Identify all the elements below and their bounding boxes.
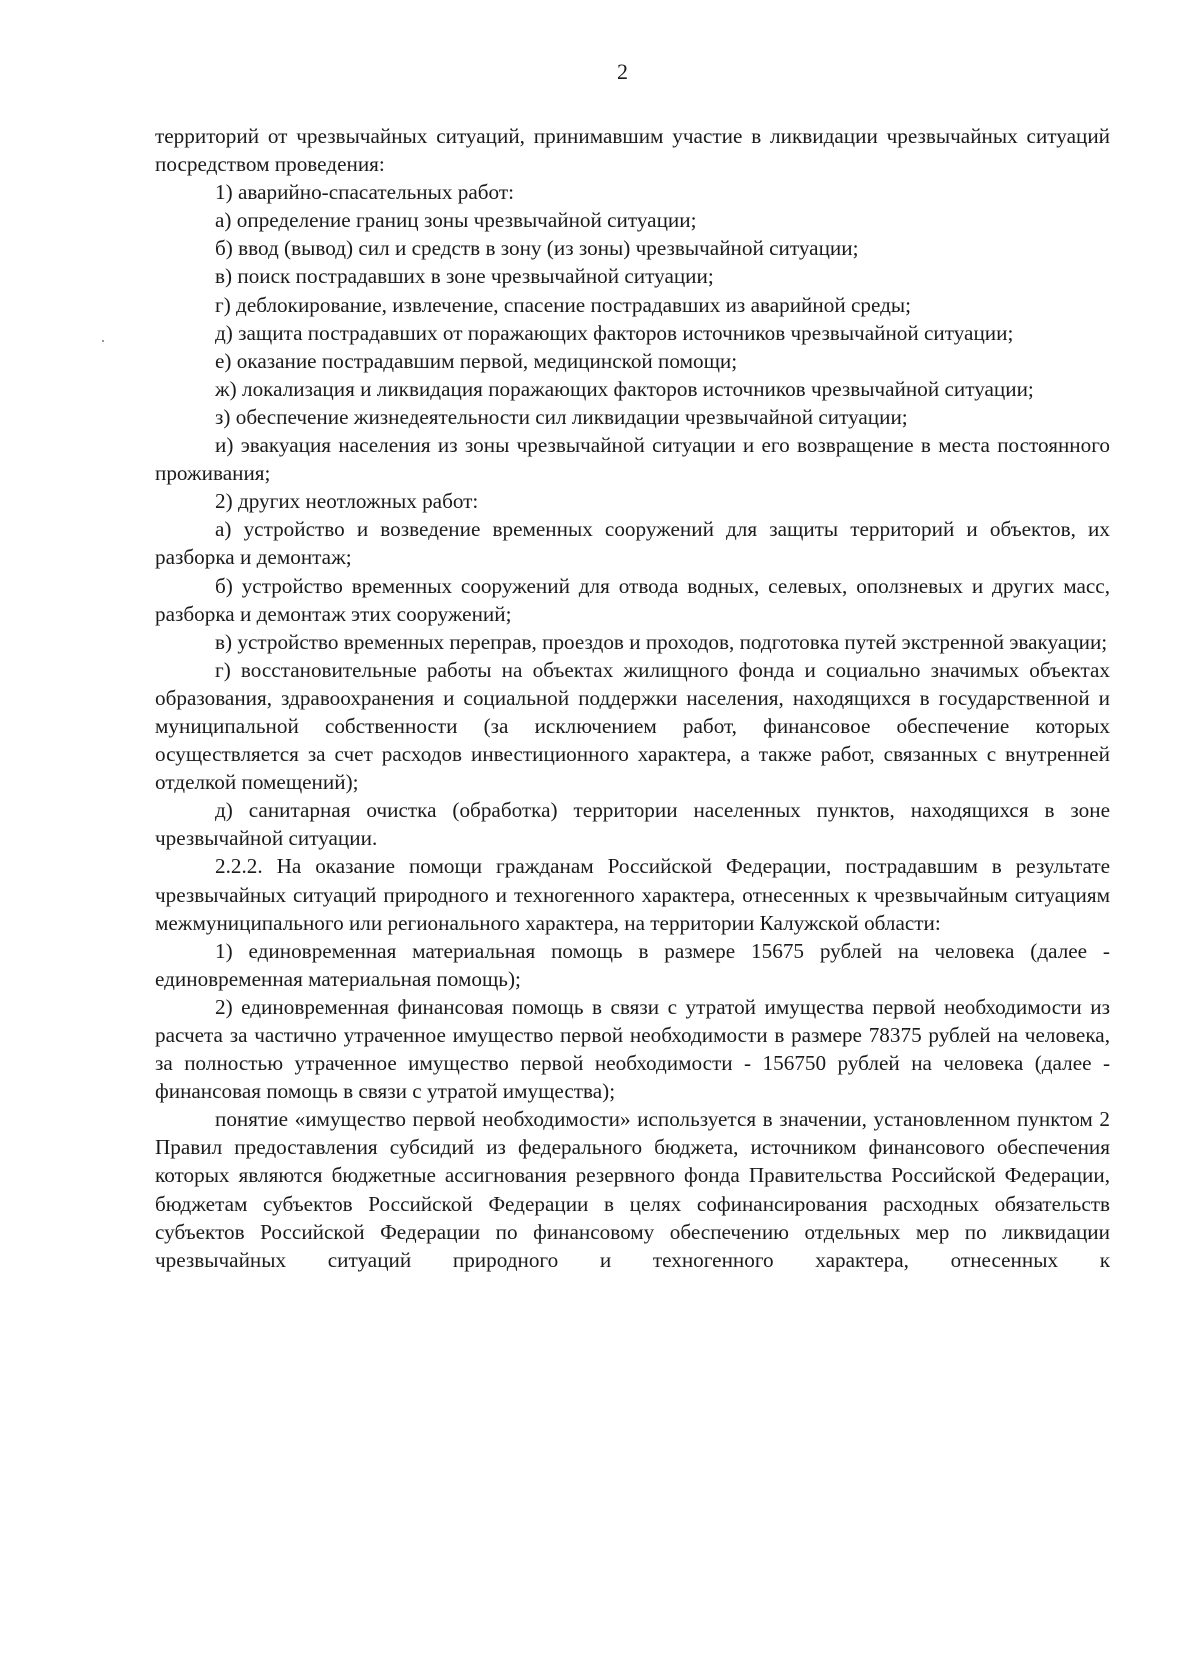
paragraph: ж) локализация и ликвидация поражающих факторов источников чрезвычайной ситуации; [215, 376, 1034, 401]
paragraph: г) восстановительные работы на объектах жилищного фонда и социально значимых объектах образования, здравоохранения и социальной поддержки населения, находящихся в государственной и муниципальной собственности (за исключением работ, финансовое обеспечение которых осуществляется за счет расходов инвестиционного характера, а также работ, связанных с внутренней отделкой помещений); [155, 657, 1110, 795]
paragraph: е) оказание пострадавшим первой, медицинской помощи; [215, 348, 738, 373]
paragraph: в) поиск пострадавших в зоне чрезвычайной ситуации; [215, 264, 714, 289]
paragraph: 2) единовременная финансовая помощь в связи с утратой имущества первой необходимости из расчета за частично утраченное имущество первой необходимости в размере 78375 рублей на человека, за полностью утраченное имущество первой необходимости - 156750 рублей на человека (далее - финансовая помощь в связи с утратой имущества); [155, 994, 1110, 1104]
paragraph: 2.2.2. На оказание помощи гражданам Российской Федерации, пострадавшим в результате чрезвычайных ситуаций природного и техногенного характера, отнесенных к чрезвычайным ситуациям межмуниципального или регионального характера, на территории Калужской области: [155, 854, 1110, 935]
paragraph: а) устройство и возведение временных сооружений для защиты территорий и объектов, их разборка и демонтаж; [155, 517, 1110, 570]
scan-speck [102, 340, 104, 342]
paragraph: и) эвакуация населения из зоны чрезвычайной ситуации и его возвращение в места постоянного проживания; [155, 433, 1110, 486]
document-body [155, 122, 1110, 1274]
paragraph: территорий от чрезвычайных ситуаций, принимавшим участие в ликвидации чрезвычайных ситуаций посредством проведения: [155, 124, 1110, 177]
paragraph: а) определение границ зоны чрезвычайной ситуации; [215, 208, 697, 233]
paragraph: з) обеспечение жизнедеятельности сил ликвидации чрезвычайной ситуации; [215, 404, 908, 429]
paragraph: б) ввод (вывод) сил и средств в зону (из зоны) чрезвычайной ситуации; [215, 236, 859, 261]
paragraph: 1) аварийно-спасательных работ: [215, 180, 515, 205]
paragraph: д) защита пострадавших от поражающих факторов источников чрезвычайной ситуации; [215, 320, 1014, 345]
paragraph: 2) других неотложных работ: [215, 489, 479, 514]
page-number: 2 [617, 59, 628, 84]
paragraph: в) устройство временных переправ, проездов и проходов, подготовка путей экстренной эвакуации; [215, 629, 1108, 654]
paragraph: понятие «имущество первой необходимости» используется в значении, установленном пунктом 2 Правил предоставления субсидий из федерального бюджета, источником финансового обеспечения которых являются бюджетные ассигнования резервного фонда Правительства Российской Федерации, бюджетам субъектов Российской Федерации в целях софинансирования расходных обязательств субъектов Российской Федерации по финансовому обеспечению отдельных мер по ликвидации чрезвычайных ситуаций природного и техногенного характера, отнесенных к [155, 1107, 1110, 1272]
paragraph: 1) единовременная материальная помощь в размере 15675 рублей на человека (далее - единовременная материальная помощь); [155, 938, 1110, 991]
paragraph: б) устройство временных сооружений для отвода водных, селевых, оползневых и других масс, разборка и демонтаж этих сооружений; [155, 573, 1110, 626]
paragraph: д) санитарная очистка (обработка) территории населенных пунктов, находящихся в зоне чрезвычайной ситуации. [155, 798, 1110, 851]
paragraph: г) деблокирование, извлечение, спасение пострадавших из аварийной среды; [215, 292, 911, 317]
